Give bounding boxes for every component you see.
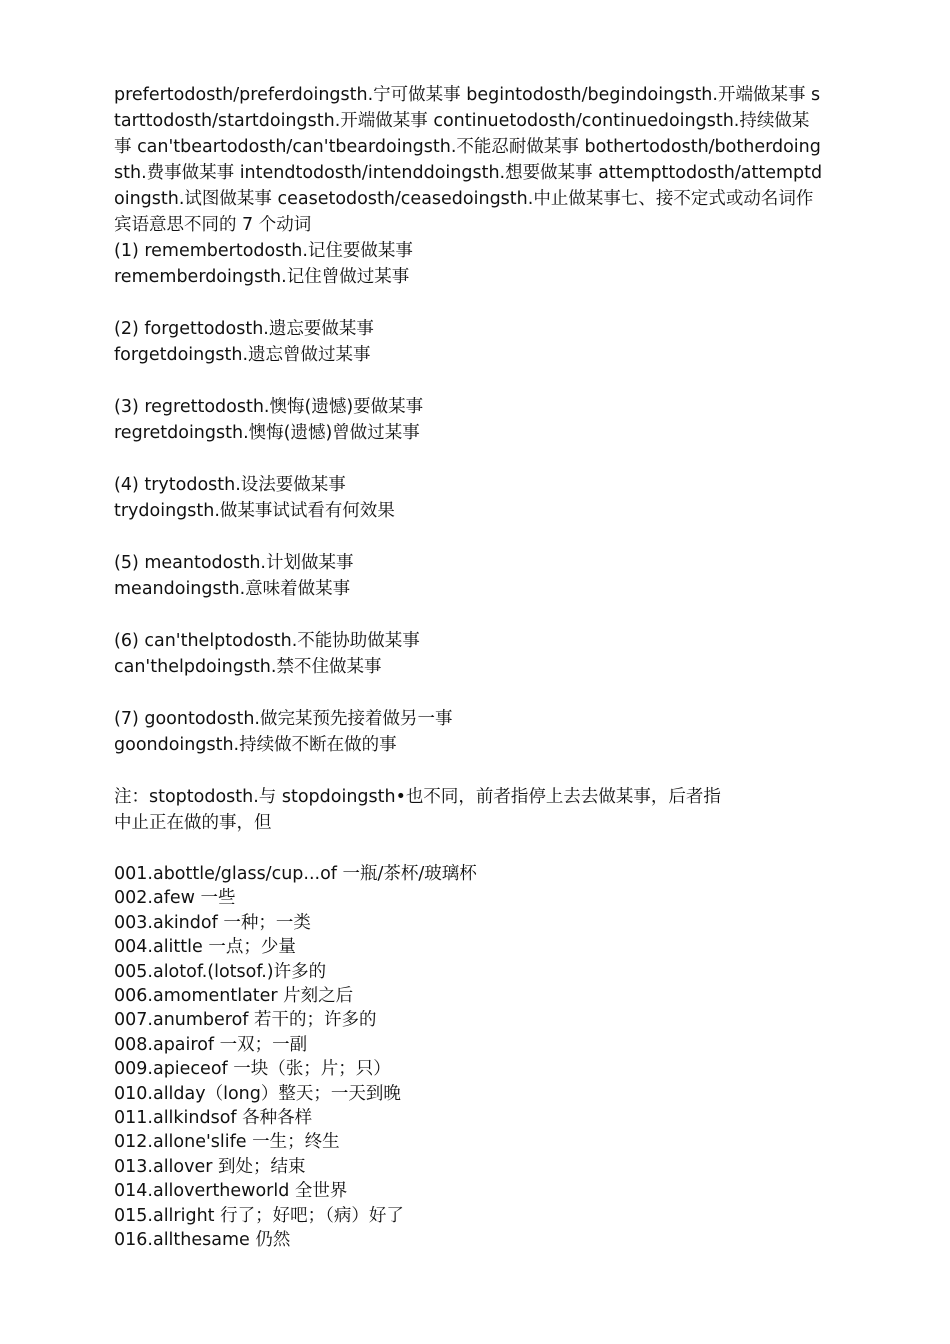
- verb-pair-7: [114, 706, 824, 758]
- vocab-item: 007.anumberof 若干的；许多的: [114, 1010, 377, 1031]
- vocab-item: 005.alotof.(lotsof.)许多的: [114, 961, 327, 982]
- note-block: [114, 784, 824, 836]
- vocab-item: 001.abottle/glass/cup...of 一瓶/茶杯/玻璃杯: [114, 864, 477, 884]
- verb-pair-doing: rememberdoingsth.记住曾做过某事: [114, 267, 410, 287]
- verb-pair-doing: forgetdoingsth.遗忘曾做过某事: [114, 345, 371, 365]
- verb-pair-2: [114, 316, 824, 368]
- vocab-item: 014.allovertheworld 全世界: [114, 1181, 348, 1202]
- verb-pair-doing: regretdoingsth.懊悔(遗憾)曾做过某事: [114, 423, 420, 443]
- verb-pair-todo: (3) regrettodosth.懊悔(遗憾)要做某事: [114, 397, 424, 417]
- verb-pair-6: [114, 628, 824, 680]
- intro-paragraph: prefertodosth/preferdoingsth.宁可做某事 begintodosth/begindoingsth.开端做某事 starttodosth/startdoingsth.开端做某事 continuetodosth/continuedoingsth.持续做某事 can'tbeartodosth/can'tbeardoingsth.不能忍耐做某事 bothertodosth/botherdoingsth.费事做某事 intendtodosth/intenddoingsth.想要做某事 attempttodosth/attemptdoingsth.试图做某事 ceasetodosth/ceasedoingsth.中止做某事七、接不定式或动名词作宾语意思不同的 7 个动词: [114, 85, 823, 235]
- vocab-item: 011.allkindsof 各种各样: [114, 1108, 313, 1129]
- vocab-item: 006.amomentlater 片刻之后: [114, 986, 354, 1007]
- verb-pair-todo: (7) goontodosth.做完某预先接着做另一事: [114, 709, 453, 729]
- verb-pair-5: [114, 550, 824, 602]
- verb-pair-3: [114, 394, 824, 446]
- verb-pair-todo: (1) remembertodosth.记住要做某事: [114, 241, 413, 261]
- verb-pair-doing: trydoingsth.做某事试试看有何效果: [114, 501, 395, 521]
- vocab-item: 002.afew 一些: [114, 888, 236, 909]
- vocab-item: 008.apairof 一双；一副: [114, 1034, 308, 1055]
- verb-pair-todo: (4) trytodosth.设法要做某事: [114, 475, 346, 495]
- vocab-item: 012.allone'slife 一生；终生: [114, 1132, 340, 1153]
- verb-pair-todo: (2) forgettodosth.遗忘要做某事: [114, 319, 374, 339]
- vocab-item: 016.allthesame 仍然: [114, 1230, 291, 1251]
- verb-pair-1: [114, 238, 824, 290]
- verb-pair-4: [114, 472, 824, 524]
- vocab-list: [114, 862, 824, 1253]
- verb-pair-doing: meandoingsth.意味着做某事: [114, 579, 351, 599]
- vocab-item: 013.allover 到处；结束: [114, 1156, 306, 1177]
- verb-pair-list: [114, 238, 824, 758]
- verb-pair-todo: (6) can'thelptodosth.不能协助做某事: [114, 631, 420, 651]
- vocab-item: 010.allday（long）整天；一天到晚: [114, 1083, 401, 1104]
- vocab-item: 015.allright 行了；好吧；（病）好了: [114, 1205, 404, 1226]
- vocab-item: 004.alittle 一点；少量: [114, 937, 296, 958]
- verb-pair-doing: can'thelpdoingsth.禁不住做某事: [114, 657, 382, 677]
- vocab-item: 003.akindof 一种；一类: [114, 912, 311, 933]
- document-page: [114, 82, 824, 1253]
- verb-pair-doing: goondoingsth.持续做不断在做的事: [114, 735, 397, 755]
- note-line: 注：stoptodosth.与 stopdoingsth•也不同，前者指停上去去做某事，后者指: [114, 787, 721, 807]
- note-line: 中止正在做的事，但: [114, 813, 272, 833]
- verb-pair-todo: (5) meantodosth.计划做某事: [114, 553, 354, 573]
- vocab-item: 009.apieceof 一块（张；片；只）: [114, 1059, 391, 1080]
